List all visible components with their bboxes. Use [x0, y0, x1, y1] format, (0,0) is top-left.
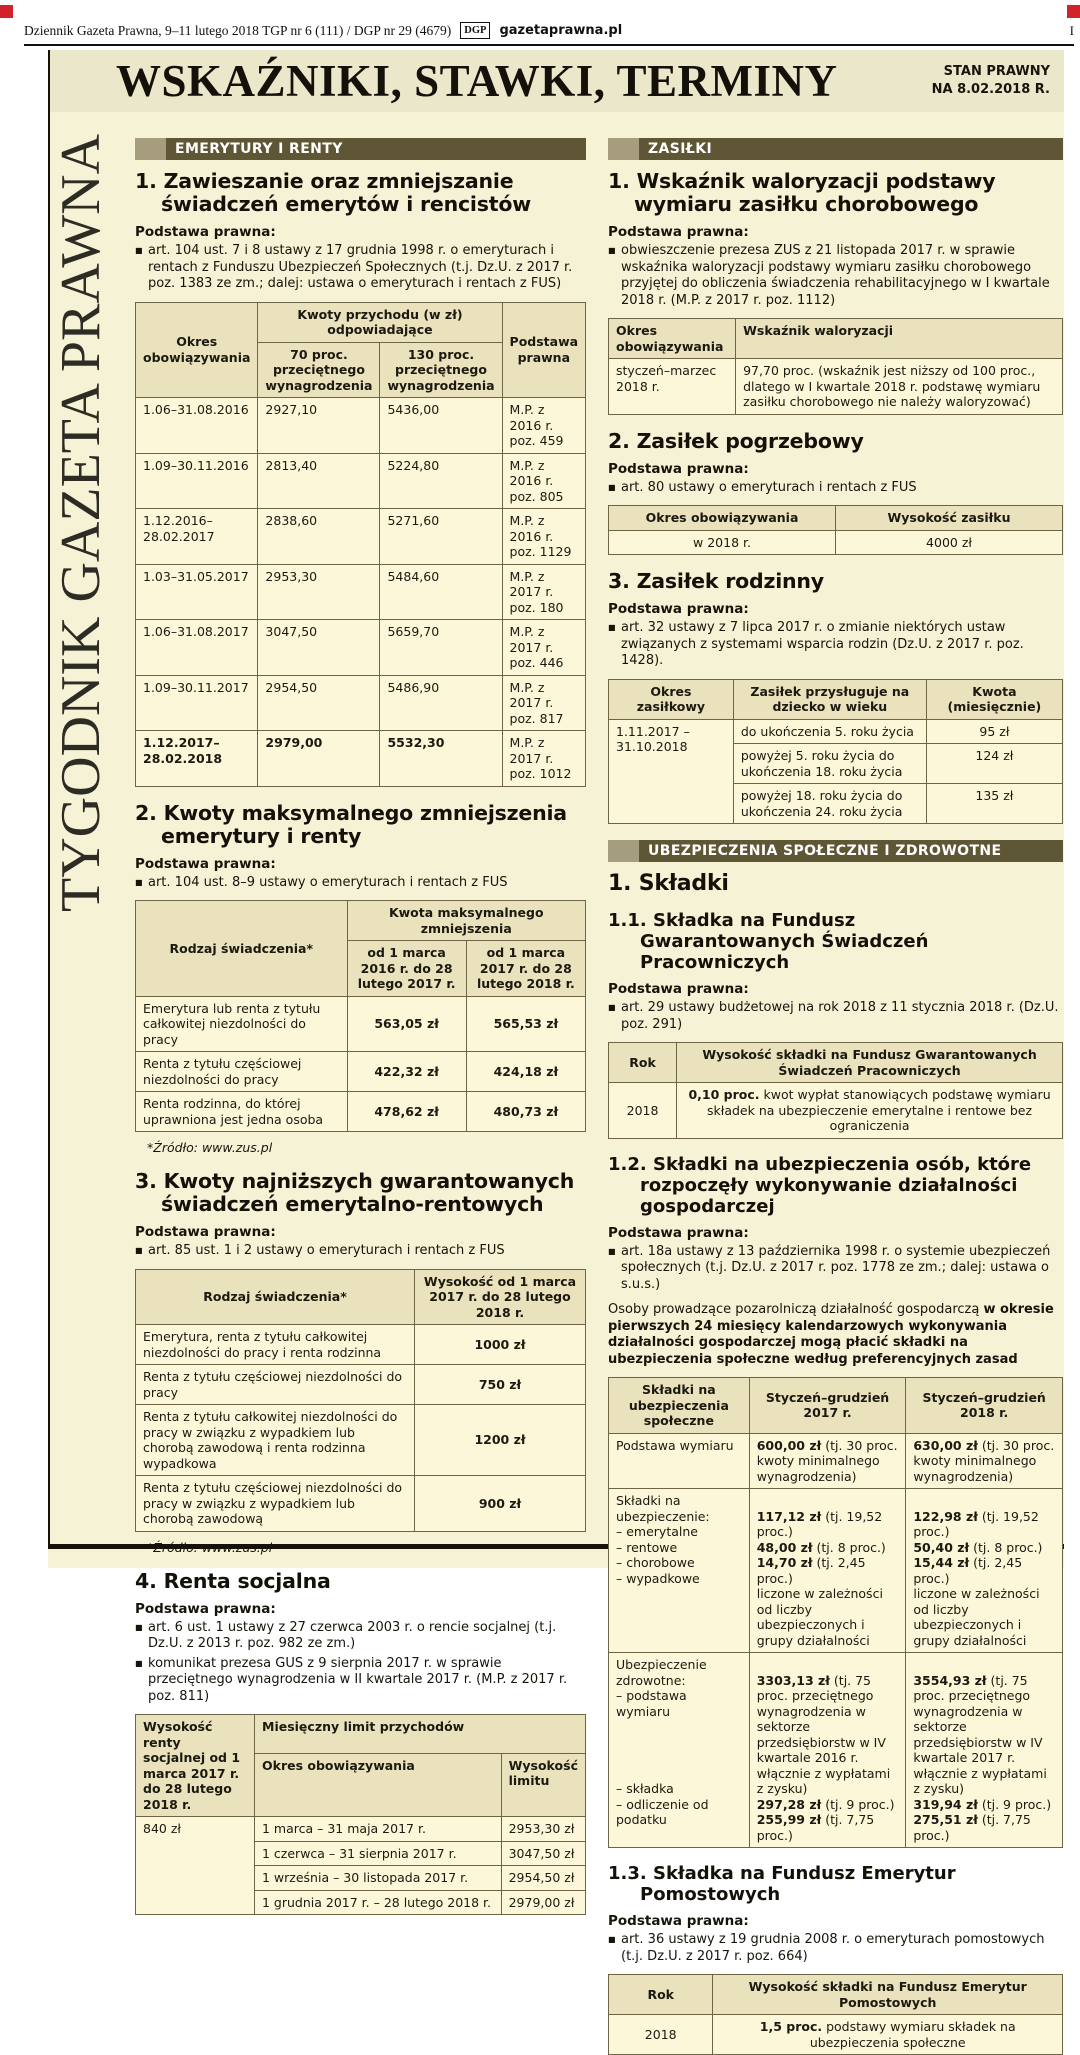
cell: 97,70 proc. (wskaźnik jest niższy od 100 proc., dlatego w I kwartale 2018 r. podstawę wymiaru zasiłku chorobowego nie należy waloryzować): [736, 359, 1063, 415]
cell: M.P. z 2016 r. poz. 1129: [502, 509, 586, 565]
min-benefits-table: [135, 1269, 586, 1532]
table-row: [609, 1489, 1063, 1653]
cell: 1.09–30.11.2017: [136, 675, 258, 731]
cell: 630,00 zł (tj. 30 proc. kwoty minimalnego wynagrodzenia): [906, 1433, 1063, 1489]
col-header: Styczeń–grudzień 2018 r.: [906, 1378, 1063, 1434]
table-row: [136, 509, 586, 565]
site-url: gazetaprawna.pl: [499, 23, 623, 38]
section-bar-tab: [608, 840, 639, 862]
table-row: [136, 675, 586, 731]
cell: 2927,10: [258, 398, 380, 454]
page-title: WSKAŹNIKI, STAWKI, TERMINY: [116, 55, 838, 106]
cell: Składki na ubezpieczenie: – emerytalne – rentowe – chorobowe – wypadkowe: [609, 1489, 750, 1653]
bullet-square-icon: ■: [608, 1003, 616, 1012]
legal-basis-text: art. 80 ustawy o emeryturach i rentach z FUS: [621, 479, 917, 495]
cell: 1.06–31.08.2016: [136, 398, 258, 454]
section-bar-label: UBEZPIECZENIA SPOŁECZNE I ZDROWOTNE: [639, 840, 1063, 862]
table-row: [136, 1052, 586, 1092]
cell: 565,53 zł: [466, 996, 585, 1052]
cell: 1 marca – 31 maja 2017 r.: [255, 1817, 502, 1842]
income-limits-table: [135, 302, 586, 787]
funeral-benefit-table: [608, 505, 1063, 555]
cell: 5271,60: [380, 509, 502, 565]
cell: 3047,50: [258, 620, 380, 676]
col-header: Kwota maksymalnego zmniejszenia: [347, 901, 586, 941]
cell: 2813,40: [258, 453, 380, 509]
list-item: [135, 243, 586, 293]
cell: styczeń–marzec 2018 r.: [609, 359, 736, 415]
masthead-text: Dziennik Gazeta Prawna, 9–11 lutego 2018 TGP nr 6 (111) / DGP nr 29 (4679): [24, 22, 452, 38]
col-header: Rok: [609, 1975, 713, 2015]
cell: 3047,50 zł: [501, 1841, 585, 1866]
table-header-row: [609, 1975, 1063, 2015]
legal-basis-list: [608, 1932, 1063, 1965]
col-header: Okres zasiłkowy: [609, 679, 734, 719]
table-row: [136, 1817, 586, 1842]
podstawa-label: Podstawa prawna:: [608, 1224, 749, 1241]
heading-z3: 3. Zasiłek rodzinny: [608, 569, 824, 593]
cell: 1000 zł: [415, 1325, 586, 1365]
legal-basis-text: art. 85 ust. 1 i 2 ustawy o emeryturach i rentach z FUS: [148, 1243, 505, 1258]
intro-paragraph: [608, 1302, 1063, 1368]
col-header: Wysokość składki na Fundusz Emerytur Pomostowych: [713, 1975, 1063, 2015]
table-header-row: [609, 679, 1063, 719]
legal-basis-list: [608, 480, 1063, 497]
value-rest: podstawy wymiaru składek na ubezpieczenia społeczne: [809, 2019, 1016, 2050]
col-header: od 1 marca 2016 r. do 28 lutego 2017 r.: [347, 941, 466, 997]
list-item: [135, 1620, 586, 1653]
col-header: Wysokość zasiłku: [836, 506, 1063, 531]
table-header-row: [136, 1269, 586, 1325]
heading-u0: 1. Składki: [608, 871, 729, 896]
cell: 563,05 zł: [347, 996, 466, 1052]
cell: [713, 2015, 1063, 2055]
max-reduction-table: [135, 900, 586, 1132]
table-header-row: [609, 506, 1063, 531]
section-bar-tab: [608, 138, 639, 160]
table-row: [609, 1653, 1063, 1848]
legal-basis-text: art. 32 ustawy z 7 lipca 2017 r. o zmianie niektórych ustaw związanych z systemami wsparcia rodzin (Dz.U. z 2017 r. poz. 1428).: [621, 620, 1024, 668]
legal-basis-list: [608, 243, 1063, 309]
legal-basis-list: [135, 1243, 586, 1260]
cell: 5224,80: [380, 453, 502, 509]
cell: 2018: [609, 1083, 677, 1139]
legal-basis-list: [608, 1244, 1063, 1294]
cell: powyżej 5. roku życia do ukończenia 18. roku życia: [733, 744, 926, 784]
cell: Emerytura lub renta z tytułu całkowitej niezdolności do pracy: [136, 996, 348, 1052]
col-header: Okres obowiązywania: [609, 506, 836, 531]
cell: 1.12.2016–28.02.2017: [136, 509, 258, 565]
cell: 478,62 zł: [347, 1092, 466, 1132]
table-row: [136, 398, 586, 454]
table-row: [136, 1365, 586, 1405]
col-header: 130 proc. przeciętnego wynagrodzenia: [380, 342, 502, 398]
list-item: [608, 243, 1063, 309]
col-header: Kwoty przychodu (w zł) odpowiadające: [258, 302, 502, 342]
heading-s4: 4. Renta socjalna: [135, 1568, 331, 1593]
cell: 2953,30 zł: [501, 1817, 585, 1842]
cell: Podstawa wymiaru: [609, 1433, 750, 1489]
table-header-row: [609, 319, 1063, 359]
list-item: [608, 1932, 1063, 1965]
legal-basis-text: komunikat prezesa GUS z 9 sierpnia 2017 r. w sprawie przeciętnego wynagrodzenia w II kwartale 2017 r. (M.P. z 2017 r. poz. 811): [148, 1655, 568, 1704]
podstawa-label: Podstawa prawna:: [608, 460, 749, 477]
col-header: Miesięczny limit przychodów: [255, 1715, 586, 1754]
cell: 5486,90: [380, 675, 502, 731]
fep-table: [608, 1974, 1063, 2055]
list-item: [135, 875, 586, 892]
cell: 2979,00 zł: [501, 1890, 585, 1915]
cell: 900 zł: [415, 1476, 586, 1532]
legal-basis-text: art. 104 ust. 8–9 ustawy o emeryturach i rentach z FUS: [148, 874, 508, 890]
cell: Renta z tytułu częściowej niezdolności do pracy: [136, 1365, 415, 1405]
col-header: Rodzaj świadczenia*: [136, 1269, 415, 1325]
podstawa-label: Podstawa prawna:: [135, 855, 276, 872]
crop-mark-icon: [1067, 5, 1080, 18]
cell: 2018: [609, 2015, 713, 2055]
cell: 4000 zł: [836, 530, 1063, 555]
table-row: [136, 1405, 586, 1476]
table-row: [136, 1325, 586, 1365]
podstawa-label: Podstawa prawna:: [608, 1913, 749, 1929]
list-item: [135, 1656, 586, 1706]
heading-s3: 3. Kwoty najniższych gwarantowanych świadczeń emerytalno-rentowych: [135, 1169, 575, 1216]
heading-u3: 1.3. Składka na Fundusz Emerytur Pomostowych: [608, 1863, 956, 1905]
table-row: [136, 1092, 586, 1132]
value-bold: 0,10 proc.: [688, 1087, 760, 1102]
table-row: [609, 1083, 1063, 1139]
cell: 3303,13 zł (tj. 75 proc. przeciętnego wynagrodzenia w sektorze przedsiębiorstw w IV kwartale 2016 r. włącznie z wypłatami z zysku) 297,28 zł (tj. 9 proc.) 255,99 zł (tj. 7,75 proc.): [749, 1653, 906, 1848]
col-header: Okres obowiązywania: [255, 1753, 502, 1816]
section-bar-emerytury: [135, 138, 586, 160]
cell: 480,73 zł: [466, 1092, 585, 1132]
col-header: Wysokość składki na Fundusz Gwarantowanych Świadczeń Pracowniczych: [677, 1043, 1063, 1083]
bullet-square-icon: ■: [135, 877, 143, 887]
table-row: [136, 564, 586, 620]
col-header: Kwota (miesięcznie): [926, 679, 1062, 719]
list-item: [608, 620, 1063, 670]
heading-s2: 2. Kwoty maksymalnego zmniejszenia emerytury i renty: [135, 800, 567, 848]
cell: 1 września – 30 listopada 2017 r.: [255, 1866, 502, 1891]
value-rest: kwot wypłat stanowiących podstawę wymiaru składek na ubezpieczenie emerytalne i rentowe bez ograniczenia: [707, 1087, 1051, 1133]
cell: 5436,00: [380, 398, 502, 454]
table-header-row: [609, 1378, 1063, 1434]
bullet-square-icon: ■: [608, 623, 616, 632]
cell: 840 zł: [136, 1817, 255, 1915]
podstawa-label: Podstawa prawna:: [608, 601, 749, 617]
heading-s1: 1. Zawieszanie oraz zmniejszanie świadczeń emerytów i rencistów: [135, 169, 531, 216]
bullet-square-icon: ■: [608, 1935, 616, 1944]
table-header-row: [136, 302, 586, 342]
col-header: Zasiłek przysługuje na dziecko w wieku: [733, 679, 926, 719]
legal-state-note: [932, 63, 1050, 98]
table-header-row: [136, 1715, 586, 1754]
bullet-square-icon: ■: [135, 1658, 143, 1668]
cell: M.P. z 2017 r. poz. 446: [502, 620, 586, 676]
cell: 600,00 zł (tj. 30 proc. kwoty minimalnego wynagrodzenia): [749, 1433, 906, 1489]
col-header: Okres obowiązywania: [609, 319, 736, 359]
col-header: Podstawa prawna: [502, 302, 586, 398]
cell: 124 zł: [926, 744, 1062, 784]
podstawa-label: Podstawa prawna:: [135, 1600, 276, 1617]
col-header: Rodzaj świadczenia*: [136, 901, 348, 997]
paragraph-text: Osoby prowadzące pozarolniczą działalność gospodarczą: [608, 1302, 984, 1317]
cell: 5659,70: [380, 620, 502, 676]
col-header: 70 proc. przeciętnego wynagrodzenia: [258, 342, 380, 398]
bullet-square-icon: ■: [135, 1622, 143, 1632]
cell: 2954,50 zł: [501, 1866, 585, 1891]
cell: Renta z tytułu całkowitej niezdolności do pracy w związku z wypadkiem lub chorobą zawodową i renta rodzinna wypadkowa: [136, 1405, 415, 1476]
cell: 1 czerwca – 31 sierpnia 2017 r.: [255, 1841, 502, 1866]
section-bar-zasilki: [608, 138, 1063, 160]
list-item: [608, 1000, 1063, 1033]
cell: 1.12.2017–28.02.2018: [136, 731, 258, 787]
col-header: Rok: [609, 1043, 677, 1083]
legal-basis-list: [608, 1000, 1063, 1033]
source-note: *Źródło: www.zus.pl: [147, 1140, 273, 1155]
col-header: Składki na ubezpieczenia społeczne: [609, 1378, 750, 1434]
cell: 5532,30: [380, 731, 502, 787]
table-row: [136, 731, 586, 787]
col-header: Wysokość renty socjalnej od 1 marca 2017 r. do 28 lutego 2018 r.: [136, 1715, 255, 1817]
value-bold: 1,5 proc.: [759, 2019, 823, 2034]
section-bar-ubezpieczenia: [608, 840, 1063, 862]
cell: 2954,50: [258, 675, 380, 731]
cell: 135 zł: [926, 784, 1062, 824]
cell: w 2018 r.: [609, 530, 836, 555]
cell: M.P. z 2016 r. poz. 805: [502, 453, 586, 509]
cell: 1.03–31.05.2017: [136, 564, 258, 620]
cell: 122,98 zł (tj. 19,52 proc.) 50,40 zł (tj. 8 proc.) 15,44 zł (tj. 2,45 proc.) liczone w zależności od liczby ubezpieczonych i grupy działalności: [906, 1489, 1063, 1653]
cell: 1.06–31.08.2017: [136, 620, 258, 676]
table-row: [136, 1476, 586, 1532]
legal-basis-list: [135, 1620, 586, 1706]
cell: M.P. z 2017 r. poz. 1012: [502, 731, 586, 787]
masthead-rule: [24, 44, 1074, 46]
table-row: [136, 453, 586, 509]
vertical-masthead: [52, 66, 112, 912]
podstawa-label: Podstawa prawna:: [135, 224, 276, 240]
cell: 1.11.2017 – 31.10.2018: [609, 719, 734, 824]
cell: Renta rodzinna, do której uprawniona jest jedna osoba: [136, 1092, 348, 1132]
col-header: Wysokość od 1 marca 2017 r. do 28 lutego 2018 r.: [415, 1269, 586, 1325]
cell: 1200 zł: [415, 1405, 586, 1476]
cell: 1 grudnia 2017 r. – 28 lutego 2018 r.: [255, 1890, 502, 1915]
col-header: Wysokość limitu: [501, 1753, 585, 1816]
title-band: [50, 50, 1064, 112]
table-row: [609, 359, 1063, 415]
podstawa-label: Podstawa prawna:: [608, 224, 749, 240]
dgp-logo: DGP: [460, 22, 490, 39]
table-header-row: [609, 1043, 1063, 1083]
cell: 422,32 zł: [347, 1052, 466, 1092]
cell: 117,12 zł (tj. 19,52 proc.) 48,00 zł (tj. 8 proc.) 14,70 zł (tj. 2,45 proc.) liczone w zależności od liczby ubezpieczonych i grupy działalności: [749, 1489, 906, 1653]
table-row: [609, 2015, 1063, 2055]
cell: M.P. z 2017 r. poz. 817: [502, 675, 586, 731]
bullet-square-icon: ■: [608, 482, 616, 492]
cell: do ukończenia 5. roku życia: [733, 719, 926, 744]
heading-z2: 2. Zasiłek pogrzebowy: [608, 428, 864, 453]
cell: 95 zł: [926, 719, 1062, 744]
col-header: Okres obowiązywania: [136, 302, 258, 398]
cell: Renta z tytułu częściowej niezdolności do pracy: [136, 1052, 348, 1092]
cell: M.P. z 2016 r. poz. 459: [502, 398, 586, 454]
heading-u1: 1.1. Składka na Fundusz Gwarantowanych Świadczeń Pracowniczych: [608, 910, 929, 973]
cell: powyżej 18. roku życia do ukończenia 24. roku życia: [733, 784, 926, 824]
cell: 424,18 zł: [466, 1052, 585, 1092]
cell: 5484,60: [380, 564, 502, 620]
section-bar-label: ZASIŁKI: [639, 138, 1063, 160]
table-row: [609, 530, 1063, 555]
paragraph-bold: w okresie pierwszych 24 miesięcy kalendarzowych wykonywania działalności gospodarczej mogą płacić składki na ubezpieczenia społeczne według preferencyjnych zasad: [608, 1302, 1054, 1367]
list-item: [608, 1244, 1063, 1294]
cell: Emerytura, renta z tytułu całkowitej niezdolności do pracy i renta rodzinna: [136, 1325, 415, 1365]
social-pension-table: [135, 1714, 586, 1915]
heading-z1: 1. Wskaźnik waloryzacji podstawy wymiaru zasiłku chorobowego: [608, 169, 996, 216]
bullet-square-icon: ■: [135, 246, 143, 255]
cell: Renta z tytułu częściowej niezdolności do pracy w związku z wypadkiem lub chorobą zawodową: [136, 1476, 415, 1532]
legal-basis-text: art. 6 ust. 1 ustawy z 27 czerwca 2003 r. o rencie socjalnej (t.j. Dz.U. z 2013 r. poz. 982 ze zm.): [148, 1619, 557, 1651]
table-row: [609, 1433, 1063, 1489]
heading-u2: 1.2. Składki na ubezpieczenia osób, które rozpoczęły wykonywanie działalności gospodarczej: [608, 1153, 1032, 1217]
cell: 2953,30: [258, 564, 380, 620]
right-column: [608, 138, 1063, 2055]
vertical-masthead-text: TYGODNIK GAZETA PRAWNA: [50, 133, 112, 912]
list-item: [608, 480, 1063, 497]
podstawa-label: Podstawa prawna:: [135, 1224, 276, 1240]
list-item: [135, 1243, 586, 1260]
cell: [677, 1083, 1063, 1139]
cell: 2838,60: [258, 509, 380, 565]
page-marker: I: [1069, 22, 1074, 38]
legal-basis-text: obwieszczenie prezesa ZUS z 21 listopada 2017 r. w sprawie wskaźnika waloryzacji podstawy wymiaru zasiłku chorobowego przyjętej do obliczenia świadczenia rehabilitacyjnego w I kwartale 2018 r. (M.P. z 2017 r. poz. 1112): [621, 243, 1050, 308]
cell: 1.09–30.11.2016: [136, 453, 258, 509]
legal-basis-list: [608, 620, 1063, 670]
section-bar-tab: [135, 138, 166, 160]
legal-basis-text: art. 36 ustawy z 19 grudnia 2008 r. o emeryturach pomostowych (t.j. Dz.U. z 2017 r. poz. 664): [621, 1932, 1045, 1964]
legal-basis-text: art. 18a ustawy z 13 października 1998 r. o systemie ubezpieczeń społecznych (t.j. Dz.U. z 2017 r. poz. 1778 ze zm.; dalej: ustawa o s.u.s.): [621, 1243, 1051, 1292]
bullet-square-icon: ■: [608, 246, 616, 255]
legal-state-line2: NA 8.02.2018 R.: [931, 82, 1050, 97]
crop-mark-icon: [0, 5, 13, 18]
family-benefit-table: [608, 679, 1063, 825]
cell: 750 zł: [415, 1365, 586, 1405]
masthead: [24, 22, 1074, 39]
table-row: [136, 996, 586, 1052]
cell: M.P. z 2017 r. poz. 180: [502, 564, 586, 620]
legal-basis-list: [135, 875, 586, 892]
source-note: *Źródło: www.zus.pl: [147, 1539, 273, 1555]
podstawa-label: Podstawa prawna:: [608, 981, 749, 997]
table-row: [609, 719, 1063, 744]
bullet-square-icon: ■: [135, 1246, 143, 1255]
section-bar-label: EMERYTURY I RENTY: [166, 138, 586, 160]
preferential-contributions-table: [608, 1377, 1063, 1848]
cell: Ubezpieczenie zdrowotne: – podstawa wymiaru – składka – odliczenie od podatku: [609, 1653, 750, 1848]
col-header: od 1 marca 2017 r. do 28 lutego 2018 r.: [466, 941, 585, 997]
left-column: [135, 138, 586, 1915]
legal-state-line1: STAN PRAWNY: [943, 64, 1050, 80]
col-header: Wskaźnik waloryzacji: [736, 319, 1063, 359]
col-header: Styczeń–grudzień 2017 r.: [749, 1378, 906, 1434]
legal-basis-list: [135, 243, 586, 293]
fgsp-table: [608, 1042, 1063, 1139]
table-header-row: [136, 901, 586, 941]
bullet-square-icon: ■: [608, 1246, 616, 1256]
legal-basis-text: art. 29 ustawy budżetowej na rok 2018 z 11 stycznia 2018 r. (Dz.U. poz. 291): [621, 1000, 1059, 1032]
cell: 3554,93 zł (tj. 75 proc. przeciętnego wynagrodzenia w sektorze przedsiębiorstw w IV kwartale 2017 r. włącznie z wypłatami z zysku) 319,94 zł (tj. 9 proc.) 275,51 zł (tj. 7,75 proc.): [906, 1653, 1063, 1848]
cell: 2979,00: [258, 731, 380, 787]
table-row: [136, 620, 586, 676]
legal-basis-text: art. 104 ust. 7 i 8 ustawy z 17 grudnia 1998 r. o emeryturach i rentach z Funduszu Ubezpieczeń Społecznych (t.j. Dz.U. z 2017 r. poz. 1383 ze zm.; dalej: ustawa o emeryturach i rentach z FUS): [148, 243, 573, 291]
valorization-table: [608, 318, 1063, 415]
